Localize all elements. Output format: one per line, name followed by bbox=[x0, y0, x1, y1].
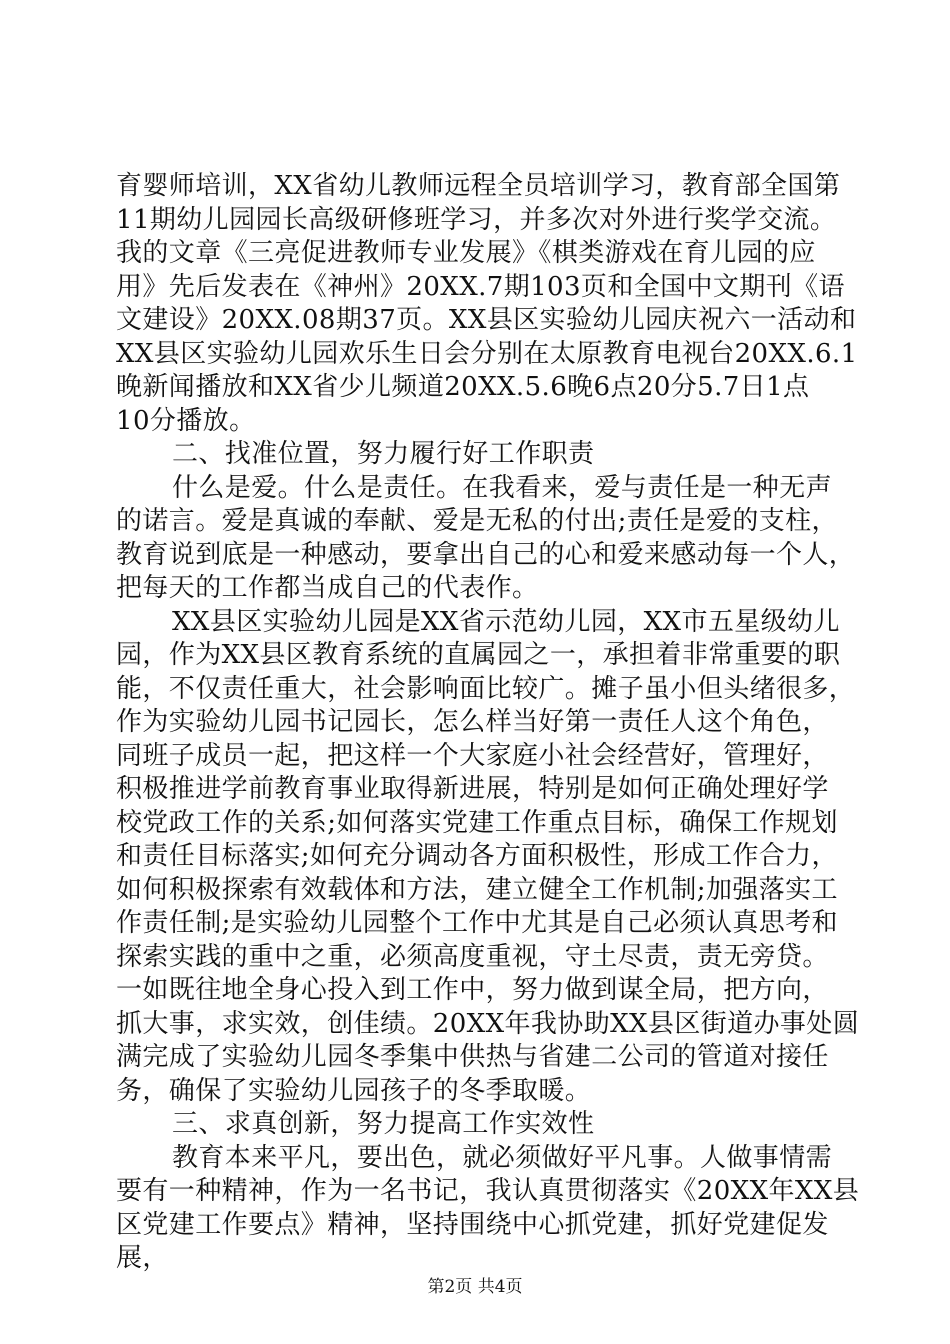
text-line: 展， bbox=[116, 1243, 169, 1273]
text-line: 作为实验幼儿园书记园长，怎么样当好第一责任人这个角色， bbox=[116, 707, 829, 737]
text-line: 区党建工作要点》精神，坚持围绕中心抓党建，抓好党建促发 bbox=[116, 1209, 829, 1240]
text-line: 文建设》20XX.08期37页。XX县区实验幼儿园庆祝六一活动和 bbox=[116, 305, 857, 335]
text-line: 我的文章《三亮促进教师专业发展》《棋类游戏在育儿园的应 bbox=[116, 238, 816, 268]
text-line: 育婴师培训，XX省幼儿教师远程全员培训学习，教育部全国第 bbox=[116, 171, 841, 201]
text-line: 务，确保了实验幼儿园孩子的冬季取暖。 bbox=[116, 1075, 592, 1106]
text-line: XX县区实验幼儿园欢乐生日会分别在太原教育电视台20XX.6.1 bbox=[116, 338, 858, 369]
text-line: 二、找准位置，努力履行好工作职责 bbox=[172, 439, 595, 469]
text-line: 和责任目标落实;如何充分调动各方面积极性，形成工作合力， bbox=[116, 841, 838, 871]
text-line: 作责任制;是实验幼儿园整个工作中尤其是自己必须认真思考和 bbox=[116, 908, 838, 938]
text-line: 一如既往地全身心投入到工作中，努力做到谋全局，把方向， bbox=[116, 975, 829, 1005]
text-line: 能，不仅责任重大，社会影响面比较广。摊子虽小但头绪很多， bbox=[116, 673, 856, 704]
text-line: 晚新闻播放和XX省少儿频道20XX.5.6晚6点20分5.7日1点 bbox=[116, 372, 810, 402]
text-line: 同班子成员一起，把这样一个大家庭小社会经营好，管理好， bbox=[116, 740, 829, 771]
text-line: 什么是爱。什么是责任。在我看来，爱与责任是一种无声 bbox=[172, 472, 833, 503]
text-line: 把每天的工作都当成自己的代表作。 bbox=[116, 573, 539, 603]
text-line: 的诺言。爱是真诚的奉献、爱是无私的付出;责任是爱的支柱， bbox=[116, 506, 838, 536]
text-line: XX县区实验幼儿园是XX省示范幼儿园，XX市五星级幼儿 bbox=[172, 606, 840, 637]
text-line: 探索实践的重中之重，必须高度重视，守土尽责，责无旁贷。 bbox=[116, 941, 829, 972]
text-line: 教育说到底是一种感动，要拿出自己的心和爱来感动每一个人， bbox=[116, 539, 856, 570]
document-body bbox=[116, 170, 860, 1276]
text-line: 校党政工作的关系;如何落实党建工作重点目标，确保工作规划 bbox=[116, 807, 838, 838]
text-line: 要有一种精神，作为一名书记，我认真贯彻落实《20XX年XX县 bbox=[116, 1176, 860, 1206]
text-line: 三、求真创新，努力提高工作实效性 bbox=[172, 1109, 595, 1139]
text-line: 10分播放。 bbox=[116, 405, 256, 436]
page-footer: 第2页 共4页 bbox=[427, 1277, 523, 1297]
text-line: 积极推进学前教育事业取得新进展，特别是如何正确处理好学 bbox=[116, 774, 829, 804]
text-line: 园，作为XX县区教育系统的直属园之一，承担着非常重要的职 bbox=[116, 640, 841, 670]
text-line: 如何积极探索有效载体和方法，建立健全工作机制;加强落实工 bbox=[116, 874, 838, 905]
text-line: 用》先后发表在《神州》20XX.7期103页和全国中文期刊《语 bbox=[116, 271, 845, 302]
text-line: 抓大事，求实效，创佳绩。20XX年我协助XX县区街道办事处圆 bbox=[116, 1008, 860, 1039]
text-line: 11期幼儿园园长高级研修班学习，并多次对外进行奖学交流。 bbox=[116, 204, 837, 235]
text-line: 教育本来平凡，要出色，就必须做好平凡事。人做事情需 bbox=[172, 1142, 833, 1173]
text-line: 满完成了实验幼儿园冬季集中供热与省建二公司的管道对接任 bbox=[116, 1042, 829, 1072]
